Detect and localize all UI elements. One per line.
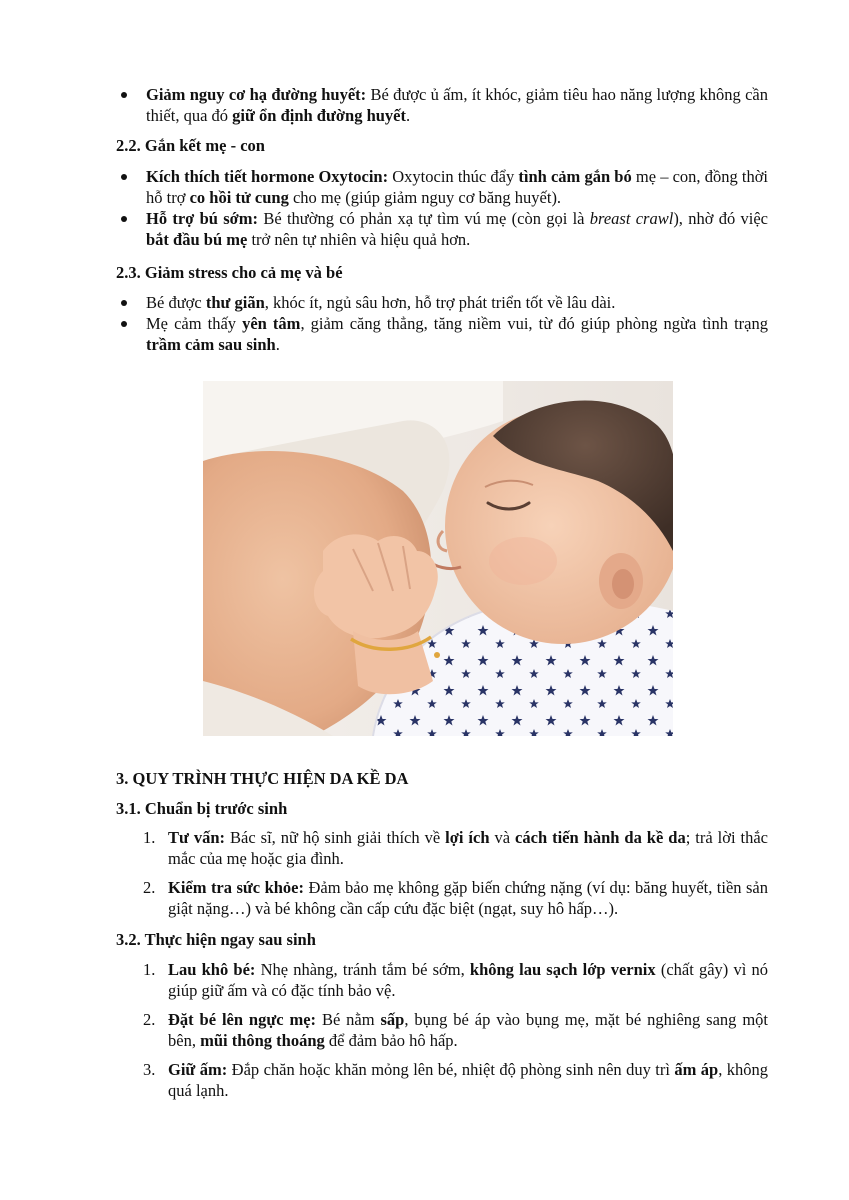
section-2-2 — [116, 135, 768, 156]
section-3-1 — [116, 798, 768, 819]
section-2-3-list — [116, 292, 768, 355]
section-heading: 3.2. Thực hiện ngay sau sinh — [116, 930, 316, 949]
list-item: Kích thích tiết hormone Oxytocin: Oxytocin thúc đẩy tình cảm gắn bó mẹ – con, đồng thời hỗ trợ co hồi tử cung cho mẹ (giúp giảm nguy cơ băng huyết). — [116, 166, 768, 208]
section-2-3 — [116, 262, 768, 283]
list-item: 2. Kiểm tra sức khỏe: Đảm bảo mẹ không gặp biến chứng nặng (ví dụ: băng huyết, tiền sản giật nặng…) và bé không cần cấp cứu đặc biệt (ngạt, suy hô hấp…). — [143, 878, 769, 918]
section-2-2-list — [116, 166, 768, 250]
section-3 — [116, 768, 768, 789]
section-3-2-list — [116, 959, 768, 1101]
list-item: Hỗ trợ bú sớm: Bé thường có phản xạ tự tìm vú mẹ (còn gọi là breast crawl), nhờ đó việc bắt đầu bú mẹ trở nên tự nhiên và hiệu quả hơn. — [116, 208, 768, 250]
section-heading: 2.3. Giảm stress cho cả mẹ và bé — [116, 263, 343, 282]
section-heading: 3.1. Chuẩn bị trước sinh — [116, 799, 288, 818]
section-3-2 — [116, 929, 768, 950]
list-item: Mẹ cảm thấy yên tâm, giảm căng thẳng, tăng niềm vui, từ đó giúp phòng ngừa tình trạng trầm cảm sau sinh. — [116, 313, 768, 355]
prev-section-list — [116, 84, 768, 126]
section-heading: 3. QUY TRÌNH THỰC HIỆN DA KỀ DA — [116, 769, 409, 788]
breastfeeding-photo — [203, 381, 673, 736]
list-item: 3. Giữ ấm: Đắp chăn hoặc khăn mỏng lên bé, nhiệt độ phòng sinh nên duy trì ấm áp, không quá lạnh. — [143, 1060, 769, 1100]
section-heading: 2.2. Gắn kết mẹ - con — [116, 136, 265, 155]
list-item: 2. Đặt bé lên ngực mẹ: Bé nằm sấp, bụng bé áp vào bụng mẹ, mặt bé nghiêng sang một bên, mũi thông thoáng để đảm bảo hô hấp. — [143, 1010, 768, 1050]
list-item: Giảm nguy cơ hạ đường huyết: Bé được ủ ấm, ít khóc, giảm tiêu hao năng lượng không cần thiết, qua đó giữ ổn định đường huyết. — [116, 84, 768, 126]
list-item: Bé được thư giãn, khóc ít, ngủ sâu hơn, hỗ trợ phát triển tốt về lâu dài. — [116, 292, 768, 313]
list-item: 1. Tư vấn: Bác sĩ, nữ hộ sinh giải thích về lợi ích và cách tiến hành da kề da; trả lời thắc mắc của mẹ hoặc gia đình. — [143, 828, 769, 868]
list-item: 1. Lau khô bé: Nhẹ nhàng, tránh tắm bé sớm, không lau sạch lớp vernix (chất gây) vì nó giúp giữ ấm và có đặc tính bảo vệ. — [143, 960, 768, 1000]
section-3-1-list — [116, 827, 768, 919]
baby-nursing-illustration — [203, 381, 673, 736]
